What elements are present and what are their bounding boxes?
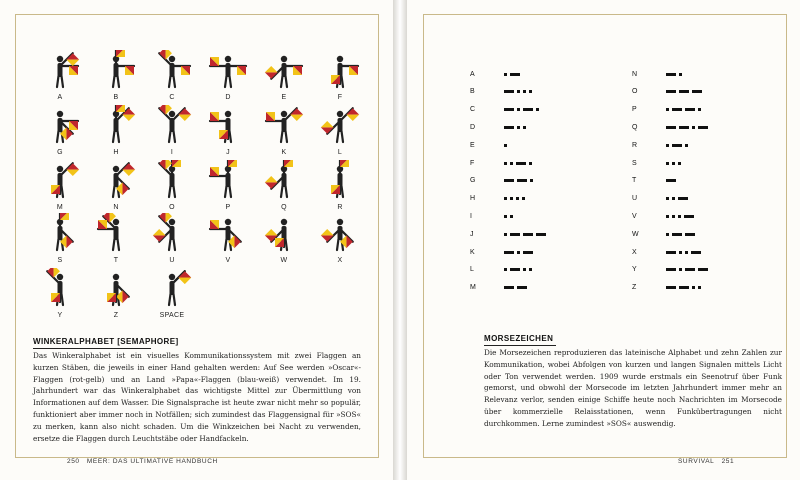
morse-dash [684, 215, 694, 218]
morse-code [504, 126, 529, 129]
semaphore-letter-label: U [169, 257, 175, 264]
semaphore-figure-q [254, 160, 314, 212]
morse-dash [523, 251, 533, 254]
morse-letter: W [632, 230, 639, 238]
morse-dot [698, 286, 701, 289]
morse-letter: H [470, 195, 476, 203]
semaphore-figure-o [142, 160, 202, 212]
morse-code [666, 251, 704, 254]
morse-letter: T [632, 177, 637, 185]
morse-dash [523, 108, 533, 111]
morse-letter: O [632, 88, 638, 96]
semaphore-signal-icon [142, 213, 202, 255]
semaphore-signal-icon [142, 105, 202, 147]
semaphore-signal-icon [310, 50, 370, 92]
semaphore-letter-label: K [281, 149, 287, 156]
morse-dash [666, 73, 676, 76]
morse-dot [666, 233, 669, 236]
semaphore-letter-label: Q [281, 204, 287, 211]
page-number-left: 250 [67, 458, 80, 465]
morse-row-n [632, 66, 685, 82]
semaphore-figure-b [86, 50, 146, 102]
semaphore-figure-f [310, 50, 370, 102]
morse-dash [691, 251, 701, 254]
morse-title-rule [484, 345, 556, 346]
semaphore-letter-label: C [169, 94, 175, 101]
morse-code [504, 197, 528, 200]
morse-dot [666, 108, 669, 111]
semaphore-signal-icon [198, 105, 258, 147]
morse-code [666, 144, 691, 147]
morse-dot [517, 126, 520, 129]
semaphore-signal-icon [30, 213, 90, 255]
semaphore-letter-label: T [113, 257, 119, 264]
morse-code [666, 73, 685, 76]
morse-letter: B [470, 88, 475, 96]
page-number-right: 251 [721, 458, 735, 465]
morse-row-o [632, 84, 705, 100]
semaphore-letter-label: E [281, 94, 287, 101]
morse-dot [523, 90, 526, 93]
morse-code [504, 233, 549, 236]
morse-dot [522, 197, 525, 200]
semaphore-title: WINKERALPHABET [SEMAPHORE] [33, 337, 179, 346]
morse-dot [698, 108, 701, 111]
semaphore-letter-label: H [113, 149, 119, 156]
semaphore-figure-c [142, 50, 202, 102]
morse-letter: P [632, 106, 637, 114]
semaphore-figure-u [142, 213, 202, 265]
semaphore-signal-icon [254, 105, 314, 147]
morse-dot [672, 162, 675, 165]
morse-row-m [470, 280, 530, 296]
semaphore-title-rule [33, 348, 151, 349]
morse-dash [666, 90, 676, 93]
morse-letter: G [470, 177, 476, 185]
semaphore-figure-e [254, 50, 314, 102]
semaphore-signal-icon [86, 160, 146, 202]
semaphore-letter-label: Z [113, 312, 119, 319]
morse-code [504, 251, 536, 254]
semaphore-letter-label: P [225, 204, 231, 211]
morse-letter: L [470, 266, 474, 274]
morse-dash [504, 251, 514, 254]
semaphore-signal-icon [142, 160, 202, 202]
left-page [0, 0, 393, 480]
morse-dash [698, 126, 708, 129]
morse-dot [692, 126, 695, 129]
morse-dot [672, 197, 675, 200]
running-head-right: SURVIVAL [678, 458, 715, 465]
book-gutter [393, 0, 407, 480]
morse-dash [678, 197, 688, 200]
morse-row-k [470, 244, 536, 260]
semaphore-figure-d [198, 50, 258, 102]
morse-dot [510, 215, 513, 218]
morse-row-r [632, 137, 691, 153]
semaphore-letter-label: N [113, 204, 119, 211]
semaphore-letter-label: R [337, 204, 343, 211]
semaphore-figure-t [86, 213, 146, 265]
morse-dot [504, 162, 507, 165]
morse-dot [517, 90, 520, 93]
morse-dash [510, 73, 520, 76]
semaphore-signal-icon [86, 50, 146, 92]
morse-code [504, 215, 516, 218]
semaphore-figure-z [86, 268, 146, 320]
morse-code [666, 162, 684, 165]
morse-row-s [632, 155, 684, 171]
morse-dot [666, 215, 669, 218]
semaphore-figure-m [30, 160, 90, 212]
morse-dot [529, 268, 532, 271]
semaphore-figure-v [198, 213, 258, 265]
semaphore-figure-j [198, 105, 258, 157]
morse-letter: Y [632, 266, 637, 274]
semaphore-letter-label: V [225, 257, 231, 264]
morse-row-b [470, 84, 535, 100]
morse-dash [510, 233, 520, 236]
morse-row-q [632, 119, 711, 135]
left-footer [67, 458, 218, 465]
semaphore-signal-icon [86, 105, 146, 147]
morse-code [666, 233, 698, 236]
morse-letter: K [470, 248, 475, 256]
semaphore-signal-icon [198, 213, 258, 255]
morse-dot [678, 215, 681, 218]
semaphore-letter-label: M [56, 204, 64, 211]
morse-code [666, 197, 691, 200]
semaphore-figure-a [30, 50, 90, 102]
morse-dot [692, 286, 695, 289]
morse-letter: X [632, 248, 637, 256]
morse-row-e [470, 137, 510, 153]
morse-row-w [632, 226, 698, 242]
morse-dot [685, 144, 688, 147]
morse-dash [672, 108, 682, 111]
semaphore-figure-g [30, 105, 90, 157]
morse-dot [672, 215, 675, 218]
morse-code [504, 162, 535, 165]
morse-dash [692, 90, 702, 93]
morse-dash [516, 162, 526, 165]
morse-row-i [470, 208, 516, 224]
semaphore-letter-label: L [337, 149, 343, 156]
morse-code [666, 179, 679, 182]
semaphore-figure-l [310, 105, 370, 157]
semaphore-letter-label: A [57, 94, 63, 101]
morse-code [666, 126, 711, 129]
morse-dash [679, 286, 689, 289]
morse-dash [698, 268, 708, 271]
morse-dash [666, 286, 676, 289]
semaphore-signal-icon [30, 105, 90, 147]
semaphore-figure-x [310, 213, 370, 265]
morse-letter: M [470, 284, 476, 292]
semaphore-signal-icon [142, 268, 202, 310]
morse-dash [523, 233, 533, 236]
morse-dot [678, 162, 681, 165]
morse-letter: A [470, 70, 475, 78]
morse-code [504, 286, 530, 289]
morse-letter: S [632, 159, 637, 167]
morse-dash [504, 179, 514, 182]
semaphore-signal-icon [254, 160, 314, 202]
morse-dot [666, 197, 669, 200]
semaphore-signal-icon [30, 160, 90, 202]
morse-row-c [470, 102, 542, 118]
semaphore-figure-k [254, 105, 314, 157]
morse-dot [504, 144, 507, 147]
semaphore-signal-icon [254, 50, 314, 92]
morse-code [504, 144, 510, 147]
morse-row-y [632, 262, 711, 278]
morse-dash [666, 126, 676, 129]
morse-row-l [470, 262, 535, 278]
semaphore-signal-icon [198, 160, 258, 202]
morse-dot [504, 233, 507, 236]
semaphore-letter-label: Y [57, 312, 63, 319]
morse-code [504, 179, 536, 182]
morse-dot [679, 73, 682, 76]
morse-dot [666, 162, 669, 165]
morse-row-v [632, 208, 697, 224]
morse-letter: D [470, 123, 476, 131]
morse-dash [666, 268, 676, 271]
semaphore-signal-icon [142, 50, 202, 92]
semaphore-letter-label: S [57, 257, 63, 264]
morse-dot [504, 73, 507, 76]
morse-dot [504, 215, 507, 218]
morse-row-a [470, 66, 523, 82]
semaphore-signal-icon [30, 268, 90, 310]
morse-letter: C [470, 106, 476, 114]
morse-dash [679, 90, 689, 93]
semaphore-figure-space [142, 268, 202, 320]
morse-letter: N [632, 70, 638, 78]
morse-row-z [632, 280, 704, 296]
semaphore-letter-label: G [57, 149, 63, 156]
semaphore-letter-label: SPACE [159, 312, 185, 319]
morse-code [666, 108, 704, 111]
morse-dash [685, 108, 695, 111]
semaphore-letter-label: O [169, 204, 175, 211]
semaphore-signal-icon [310, 213, 370, 255]
morse-dot [510, 162, 513, 165]
semaphore-letter-label: J [226, 149, 230, 156]
morse-letter: J [470, 230, 474, 238]
morse-dot [666, 144, 669, 147]
morse-title: MORSEZEICHEN [484, 334, 554, 343]
semaphore-figure-s [30, 213, 90, 265]
morse-dot [529, 90, 532, 93]
semaphore-figure-n [86, 160, 146, 212]
semaphore-letter-label: I [170, 149, 174, 156]
morse-code [666, 268, 711, 271]
morse-dot [510, 197, 513, 200]
semaphore-signal-icon [86, 268, 146, 310]
morse-dot [517, 251, 520, 254]
morse-dash [517, 286, 527, 289]
morse-dot [679, 268, 682, 271]
morse-code [666, 90, 705, 93]
semaphore-figure-p [198, 160, 258, 212]
morse-dash [666, 179, 676, 182]
morse-dot [523, 268, 526, 271]
morse-dot [536, 108, 539, 111]
morse-body-text: Die Morsezeichen reproduzieren das lateinische Alphabet und zehn Zahlen zur Kommunikation, wobei Abfolgen von kurzen und langen Signalen mittels Licht oder Ton verwendet werden. 1909 wurde erstmals ein Seenotruf über Funk gemorst, und obwohl der Morsecode im letzten Jahrhundert immer mehr an Relevanz verlor, senden einige Schiffe heute noch Nachrichten im Morsecode über kommerzielle Relaisstationen, wenn Funkübertragungen nicht durchkommen. Lerne zumindest »SOS« auswendig. [484, 348, 782, 428]
morse-row-f [470, 155, 535, 171]
morse-code [666, 286, 704, 289]
morse-dash [504, 108, 514, 111]
morse-row-j [470, 226, 549, 242]
morse-letter: U [632, 195, 638, 203]
morse-letter: Z [632, 284, 637, 292]
morse-dash [685, 268, 695, 271]
semaphore-figure-i [142, 105, 202, 157]
semaphore-figure-y [30, 268, 90, 320]
morse-letter: E [470, 141, 475, 149]
right-page [407, 0, 800, 480]
morse-dot [516, 197, 519, 200]
morse-dash [510, 268, 520, 271]
semaphore-signal-icon [198, 50, 258, 92]
right-footer [678, 458, 734, 465]
morse-code [504, 108, 542, 111]
morse-dash [517, 179, 527, 182]
semaphore-signal-icon [30, 50, 90, 92]
morse-dot [523, 126, 526, 129]
morse-row-g [470, 173, 536, 189]
morse-dash [685, 233, 695, 236]
morse-dash [536, 233, 546, 236]
semaphore-figure-r [310, 160, 370, 212]
morse-dot [529, 162, 532, 165]
semaphore-signal-icon [310, 160, 370, 202]
running-head-left: MEER: DAS ULTIMATIVE HANDBUCH [86, 458, 218, 465]
morse-dash [504, 286, 514, 289]
semaphore-letter-label: F [337, 94, 343, 101]
semaphore-figure-h [86, 105, 146, 157]
morse-row-h [470, 191, 528, 207]
morse-dot [504, 268, 507, 271]
morse-dash [666, 251, 676, 254]
semaphore-signal-icon [310, 105, 370, 147]
morse-dash [672, 144, 682, 147]
morse-code [504, 268, 535, 271]
morse-letter: R [632, 141, 638, 149]
morse-code [504, 73, 523, 76]
morse-letter: I [470, 212, 472, 220]
morse-dash [679, 126, 689, 129]
morse-code [666, 215, 697, 218]
morse-row-t [632, 173, 679, 189]
morse-letter: Q [632, 123, 638, 131]
morse-code [504, 90, 535, 93]
morse-row-p [632, 102, 704, 118]
morse-dash [504, 126, 514, 129]
semaphore-signal-icon [86, 213, 146, 255]
semaphore-body-text: Das Winkeralphabet ist ein visuelles Kommunikationssystem mit zwei Flaggen an kurzen Stäben, die jeweils in einer Hand gehalten werden: Auf See werden »Oscar«-Flaggen (rot-gelb) und an Land »Papa«-Flaggen (blau-weiß) verwendet. Im 19. Jahrhundert war das Winkeralphabet das wichtigste Mittel zur Übermittlung von Informationen auf dem Wasser. Die Signalsprache ist heute zwar nicht mehr so populär, funktioniert aber immer noch in Notfällen; sich zumindest das Flaggensignal für »SOS« zu merken, kann also nicht schaden. Um die Winkzeichen bei Nacht zu verwenden, ersetze die Flaggen durch Leuchtstäbe oder Handfackeln. [33, 351, 361, 443]
morse-dot [517, 108, 520, 111]
morse-dot [679, 251, 682, 254]
morse-row-x [632, 244, 704, 260]
morse-dot [530, 179, 533, 182]
semaphore-letter-label: X [337, 257, 343, 264]
semaphore-signal-icon [254, 213, 314, 255]
semaphore-letter-label: D [225, 94, 231, 101]
semaphore-letter-label: B [113, 94, 119, 101]
morse-row-d [470, 119, 529, 135]
semaphore-figure-w [254, 213, 314, 265]
morse-row-u [632, 191, 691, 207]
morse-letter: F [470, 159, 475, 167]
morse-dash [672, 233, 682, 236]
semaphore-letter-label: W [280, 257, 288, 264]
morse-dot [685, 251, 688, 254]
morse-letter: V [632, 212, 637, 220]
morse-dash [504, 90, 514, 93]
morse-dot [504, 197, 507, 200]
